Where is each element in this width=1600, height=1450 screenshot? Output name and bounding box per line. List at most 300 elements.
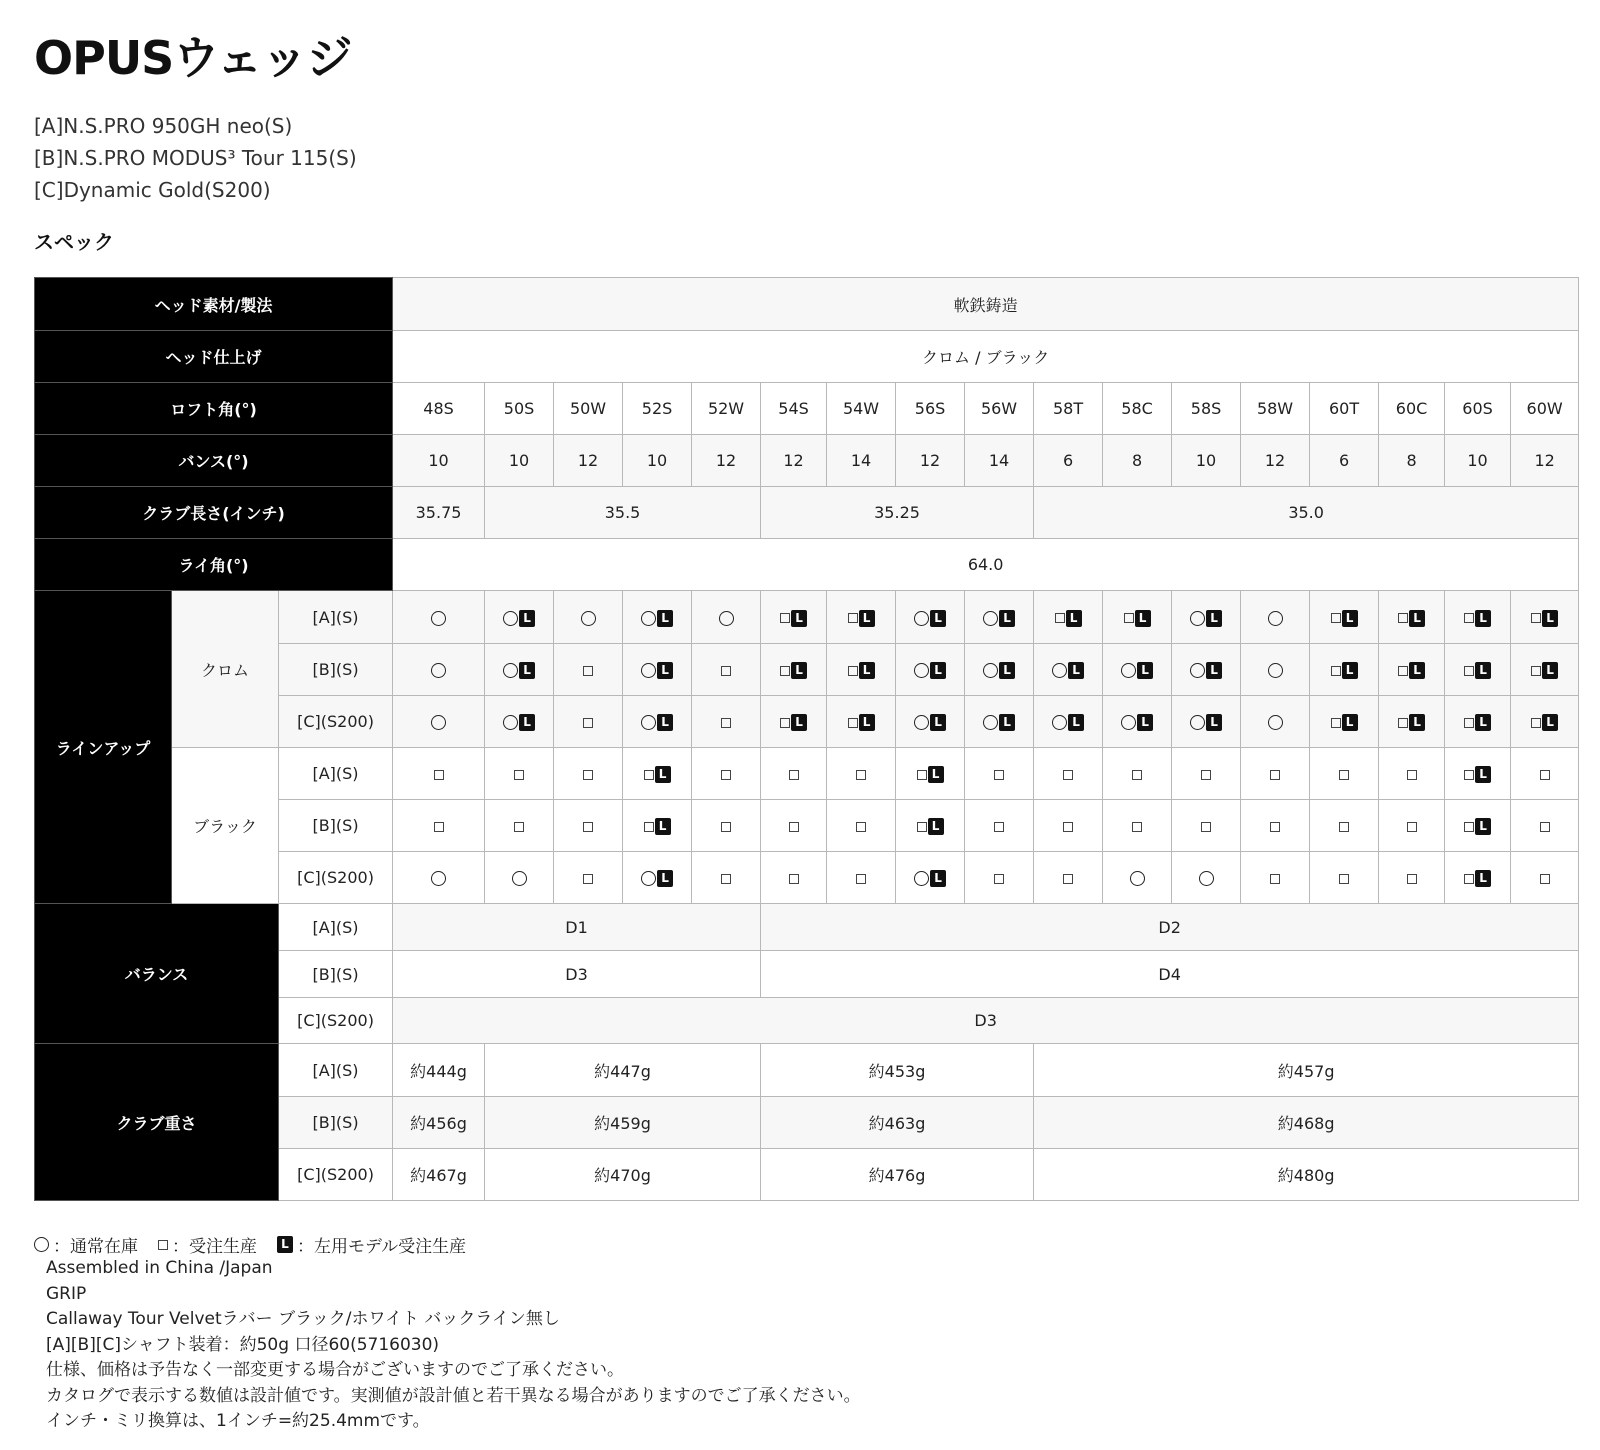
square-icon: [583, 718, 593, 728]
loft-cell: 60T: [1310, 383, 1379, 435]
square-icon: [1339, 822, 1349, 832]
left-hand-icon: L: [859, 714, 875, 731]
left-hand-icon: L: [1542, 714, 1558, 731]
availability-mark: [1190, 610, 1222, 627]
availability-mark: [641, 714, 673, 731]
square-icon: [789, 874, 799, 884]
availability-mark: [994, 874, 1004, 884]
square-icon: [994, 770, 1004, 780]
left-hand-icon: L: [1342, 714, 1358, 731]
lineup-cell: [1172, 800, 1241, 852]
left-hand-icon: L: [1135, 610, 1151, 627]
availability-mark: [512, 871, 527, 886]
circle-icon: [34, 1237, 49, 1252]
left-hand-icon: L: [1068, 662, 1084, 679]
note-catalog: カタログで表示する数値は設計値です。実測値が設計値と若干異なる場合がありますのでご了承ください。: [46, 1385, 861, 1406]
availability-mark: [1331, 714, 1358, 731]
lineup-cell: [554, 696, 623, 748]
loft-cell: 58T: [1034, 383, 1103, 435]
lineup-cell: [761, 644, 827, 696]
lineup-cell: [1034, 591, 1103, 644]
square-icon: [1398, 666, 1408, 676]
availability-mark: [983, 662, 1015, 679]
square-icon: [1540, 770, 1550, 780]
left-hand-icon: L: [1542, 610, 1558, 627]
circle-icon: [983, 663, 998, 678]
availability-mark: [1531, 662, 1558, 679]
square-icon: [856, 874, 866, 884]
lineup-cell: [1445, 696, 1511, 748]
square-icon: [583, 770, 593, 780]
bounce-cell: 10: [1172, 435, 1241, 487]
square-icon: [1331, 666, 1341, 676]
lineup-cell: [1241, 591, 1310, 644]
loft-cell: 50S: [485, 383, 554, 435]
availability-mark: [719, 611, 734, 626]
square-icon: [1063, 770, 1073, 780]
lineup-cell: [761, 748, 827, 800]
square-icon: [917, 822, 927, 832]
left-hand-icon: L: [1542, 662, 1558, 679]
loft-label: ロフト角(°): [35, 383, 393, 435]
lineup-cell: [1310, 644, 1379, 696]
availability-mark: [789, 874, 799, 884]
square-icon: [994, 822, 1004, 832]
lineup-cell: [761, 800, 827, 852]
lineup-cell: [692, 852, 761, 904]
availability-mark: [1339, 822, 1349, 832]
black-label: ブラック: [172, 748, 279, 904]
availability-mark: [994, 822, 1004, 832]
row-head-finish: [35, 331, 1579, 383]
lineup-cell: [1310, 852, 1379, 904]
shaft-label: [C](S200): [279, 998, 393, 1044]
availability-mark: [917, 818, 944, 835]
lineup-cell: [896, 748, 965, 800]
availability-mark: [1407, 822, 1417, 832]
lineup-cell: [1103, 852, 1172, 904]
left-hand-icon: L: [1137, 662, 1153, 679]
availability-mark: [1268, 715, 1283, 730]
availability-mark: [1063, 822, 1073, 832]
left-hand-icon: L: [657, 662, 673, 679]
lineup-cell: [1103, 696, 1172, 748]
lineup-cell: [1310, 696, 1379, 748]
square-icon: [1063, 874, 1073, 884]
loft-cell: 60C: [1379, 383, 1445, 435]
square-icon: [1540, 874, 1550, 884]
availability-mark: [994, 770, 1004, 780]
availability-mark: [917, 766, 944, 783]
availability-mark: [503, 714, 535, 731]
square-icon: [583, 666, 593, 676]
lineup-cell: [1034, 644, 1103, 696]
square-icon: [583, 874, 593, 884]
bounce-cell: 10: [485, 435, 554, 487]
availability-mark: [431, 715, 446, 730]
shaft-label: [A](S): [279, 1044, 393, 1097]
page-title: OPUSウェッジ: [34, 31, 352, 85]
shaft-label: [C](S200): [279, 852, 393, 904]
square-icon: [780, 613, 790, 623]
availability-mark: [789, 770, 799, 780]
square-icon: [1398, 613, 1408, 623]
balance-a-1: D1: [393, 904, 761, 951]
bounce-cell: 12: [761, 435, 827, 487]
availability-mark: [644, 766, 671, 783]
lineup-cell: [1379, 800, 1445, 852]
lineup-cell: [1310, 748, 1379, 800]
loft-cell: 54S: [761, 383, 827, 435]
availability-mark: [848, 662, 875, 679]
square-icon: [848, 613, 858, 623]
lineup-cell: [1241, 696, 1310, 748]
lineup-cell: [485, 800, 554, 852]
left-hand-icon: L: [1475, 610, 1491, 627]
left-hand-icon: L: [791, 610, 807, 627]
lineup-cell: [393, 748, 485, 800]
lie-label: ライ角(°): [35, 539, 393, 591]
loft-cell: 60S: [1445, 383, 1511, 435]
loft-cell: 58W: [1241, 383, 1310, 435]
square-icon: [434, 822, 444, 832]
lineup-cell: [827, 644, 896, 696]
left-hand-icon: L: [999, 610, 1015, 627]
weight-a-48: 約444g: [393, 1044, 485, 1097]
square-icon: [917, 770, 927, 780]
lineup-cell: [896, 696, 965, 748]
square-icon: [856, 770, 866, 780]
square-icon: [721, 718, 731, 728]
circle-icon: [719, 611, 734, 626]
availability-mark: [1331, 610, 1358, 627]
lineup-cell: [554, 591, 623, 644]
circle-icon: [503, 715, 518, 730]
bounce-cell: 12: [1241, 435, 1310, 487]
square-icon: [1407, 874, 1417, 884]
bounce-cell: 6: [1310, 435, 1379, 487]
lineup-cell: [1511, 644, 1579, 696]
availability-mark: [789, 822, 799, 832]
availability-mark: [583, 718, 593, 728]
availability-mark: [1531, 714, 1558, 731]
lineup-cell: [1445, 644, 1511, 696]
availability-mark: [1268, 663, 1283, 678]
circle-icon: [431, 663, 446, 678]
availability-mark: [431, 611, 446, 626]
square-icon: [1407, 770, 1417, 780]
availability-mark: [1339, 874, 1349, 884]
bounce-cell: 12: [896, 435, 965, 487]
left-hand-icon: L: [277, 1236, 293, 1253]
left-hand-icon: L: [930, 610, 946, 627]
square-icon: [644, 822, 654, 832]
balance-b-2: D4: [761, 951, 1579, 998]
legend-order-label: ：受注生産: [172, 1237, 257, 1257]
square-icon: [856, 822, 866, 832]
availability-mark: [1464, 714, 1491, 731]
square-icon: [1464, 770, 1474, 780]
left-hand-icon: L: [930, 714, 946, 731]
circle-icon: [1121, 663, 1136, 678]
lineup-cell: [1445, 591, 1511, 644]
lineup-cell: [1511, 696, 1579, 748]
availability-mark: [434, 770, 444, 780]
lineup-cell: [485, 748, 554, 800]
availability-mark: [1132, 822, 1142, 832]
availability-mark: [856, 770, 866, 780]
availability-mark: [1055, 610, 1082, 627]
lineup-cell: [1445, 748, 1511, 800]
availability-mark: [1398, 610, 1425, 627]
legend-stock-label: ：通常在庫: [53, 1237, 138, 1257]
availability-mark: [1121, 714, 1153, 731]
loft-cell: 54W: [827, 383, 896, 435]
square-icon: [1270, 874, 1280, 884]
lineup-cell: [965, 852, 1034, 904]
lineup-cell: [1379, 748, 1445, 800]
left-hand-icon: L: [657, 870, 673, 887]
circle-icon: [503, 611, 518, 626]
lineup-cell: [761, 696, 827, 748]
availability-mark: [1124, 610, 1151, 627]
square-icon: [158, 1240, 168, 1250]
square-icon: [1201, 822, 1211, 832]
square-icon: [1531, 718, 1541, 728]
left-hand-icon: L: [1475, 714, 1491, 731]
availability-mark: [581, 611, 596, 626]
lineup-cell: [761, 591, 827, 644]
circle-icon: [431, 871, 446, 886]
spec-table: [34, 277, 1579, 1201]
availability-mark: [1398, 714, 1425, 731]
left-hand-icon: L: [657, 610, 673, 627]
row-weight-a: [35, 1044, 1579, 1097]
circle-icon: [641, 871, 656, 886]
lineup-cell: [485, 644, 554, 696]
loft-cell: 48S: [393, 383, 485, 435]
shaft-label: [B](S): [279, 644, 393, 696]
availability-mark: [1540, 874, 1550, 884]
bounce-cell: 14: [827, 435, 896, 487]
loft-cell: 56S: [896, 383, 965, 435]
shaft-label: [B](S): [279, 951, 393, 998]
circle-icon: [1199, 871, 1214, 886]
lineup-cell: [827, 800, 896, 852]
left-hand-icon: L: [519, 610, 535, 627]
lineup-cell: [1445, 852, 1511, 904]
lineup-cell: [896, 852, 965, 904]
head-finish-label: ヘッド仕上げ: [35, 331, 393, 383]
weight-a-54-56: 約453g: [761, 1044, 1034, 1097]
shaft-label: [B](S): [279, 800, 393, 852]
lineup-cell: [965, 748, 1034, 800]
lineup-cell: [1241, 800, 1310, 852]
availability-mark: [856, 874, 866, 884]
note-conversion: インチ・ミリ換算は、1インチ=約25.4mmです。: [46, 1411, 430, 1431]
left-hand-icon: L: [1206, 662, 1222, 679]
availability-mark: [1052, 714, 1084, 731]
availability-mark: [1339, 770, 1349, 780]
left-hand-icon: L: [791, 714, 807, 731]
circle-icon: [1190, 611, 1205, 626]
circle-icon: [1190, 715, 1205, 730]
lineup-cell: [623, 800, 692, 852]
square-icon: [1464, 718, 1474, 728]
left-hand-icon: L: [928, 766, 944, 783]
availability-mark: [431, 871, 446, 886]
circle-icon: [1052, 715, 1067, 730]
availability-mark: [641, 662, 673, 679]
square-icon: [721, 822, 731, 832]
lineup-cell: [692, 644, 761, 696]
availability-mark: [1132, 770, 1142, 780]
weight-label: クラブ重さ: [35, 1044, 279, 1201]
shaft-b: [B]N.S.PRO MODUS³ Tour 115(S): [34, 146, 357, 170]
lineup-cell: [623, 696, 692, 748]
bounce-cell: 10: [623, 435, 692, 487]
lineup-cell: [1034, 852, 1103, 904]
row-head-material: [35, 278, 1579, 331]
legend-left: [277, 1232, 466, 1257]
circle-icon: [431, 715, 446, 730]
lineup-cell: [1511, 800, 1579, 852]
availability-mark: [1199, 871, 1214, 886]
left-hand-icon: L: [999, 714, 1015, 731]
availability-mark: [1268, 611, 1283, 626]
loft-cell: 50W: [554, 383, 623, 435]
shaft-a: [A]N.S.PRO 950GH neo(S): [34, 114, 293, 138]
left-hand-icon: L: [657, 714, 673, 731]
availability-mark: [1540, 822, 1550, 832]
bounce-cell: 14: [965, 435, 1034, 487]
square-icon: [1398, 718, 1408, 728]
square-icon: [1531, 666, 1541, 676]
left-hand-icon: L: [930, 662, 946, 679]
left-hand-icon: L: [655, 766, 671, 783]
weight-b-48: 約456g: [393, 1097, 485, 1149]
lineup-label: ラインアップ: [35, 591, 172, 904]
availability-mark: [583, 666, 593, 676]
square-icon: [1331, 613, 1341, 623]
lineup-cell: [827, 852, 896, 904]
availability-mark: [1130, 871, 1145, 886]
lineup-cell: [1034, 748, 1103, 800]
lineup-cell: [692, 591, 761, 644]
circle-icon: [641, 663, 656, 678]
availability-mark: [848, 714, 875, 731]
left-hand-icon: L: [1066, 610, 1082, 627]
lineup-cell: [896, 591, 965, 644]
lineup-cell: [1172, 696, 1241, 748]
square-icon: [789, 822, 799, 832]
availability-mark: [721, 666, 731, 676]
square-icon: [1063, 822, 1073, 832]
left-hand-icon: L: [519, 662, 535, 679]
square-icon: [994, 874, 1004, 884]
head-finish-value: クロム / ブラック: [393, 331, 1579, 383]
bounce-label: バンス(°): [35, 435, 393, 487]
row-length: [35, 487, 1579, 539]
loft-cell: 60W: [1511, 383, 1579, 435]
head-material-label: ヘッド素材/製法: [35, 278, 393, 331]
availability-mark: [914, 662, 946, 679]
square-icon: [1540, 822, 1550, 832]
circle-icon: [1052, 663, 1067, 678]
availability-mark: [1540, 770, 1550, 780]
availability-mark: [1270, 874, 1280, 884]
lineup-cell: [485, 591, 554, 644]
square-icon: [514, 822, 524, 832]
left-hand-icon: L: [1475, 766, 1491, 783]
notes: [46, 1256, 861, 1435]
circle-icon: [1268, 663, 1283, 678]
square-icon: [721, 666, 731, 676]
availability-mark: [983, 610, 1015, 627]
square-icon: [1464, 666, 1474, 676]
lineup-cell: [1241, 748, 1310, 800]
availability-mark: [431, 663, 446, 678]
availability-mark: [1121, 662, 1153, 679]
left-hand-icon: L: [928, 818, 944, 835]
lineup-cell: [896, 800, 965, 852]
lineup-cell: [1103, 800, 1172, 852]
lie-value: 64.0: [393, 539, 1579, 591]
lineup-cell: [827, 748, 896, 800]
bounce-cell: 12: [1511, 435, 1579, 487]
circle-icon: [1268, 715, 1283, 730]
note-shaft: [A][B][C]シャフト装着：約50g 口径60(5716030): [46, 1334, 440, 1355]
lineup-cell: [1511, 852, 1579, 904]
square-icon: [1339, 874, 1349, 884]
lineup-cell: [1034, 696, 1103, 748]
lineup-cell: [1379, 591, 1445, 644]
lineup-cell: [1172, 748, 1241, 800]
note-grip-heading: GRIP: [46, 1283, 87, 1304]
left-hand-icon: L: [1475, 818, 1491, 835]
square-icon: [1270, 822, 1280, 832]
head-material-value: 軟鉄鋳造: [393, 278, 1579, 331]
lineup-cell: [1103, 591, 1172, 644]
availability-mark: [780, 610, 807, 627]
lineup-cell: [1103, 644, 1172, 696]
availability-mark: [914, 714, 946, 731]
note-assembled: Assembled in China /Japan: [46, 1258, 273, 1278]
lineup-cell: [1445, 800, 1511, 852]
lineup-cell: [1379, 852, 1445, 904]
note-grip: Callaway Tour Velvetラバー ブラック/ホワイト バックライン無し: [46, 1309, 560, 1329]
square-icon: [780, 666, 790, 676]
bounce-cell: 10: [1445, 435, 1511, 487]
row-lineup-black-a: [35, 748, 1579, 800]
weight-b-58-60: 約468g: [1034, 1097, 1579, 1149]
lineup-cell: [896, 644, 965, 696]
square-icon: [780, 718, 790, 728]
weight-a-50-52: 約447g: [485, 1044, 761, 1097]
square-icon: [1464, 874, 1474, 884]
balance-b-1: D3: [393, 951, 761, 998]
lineup-cell: [623, 591, 692, 644]
left-hand-icon: L: [1206, 610, 1222, 627]
weight-c-48: 約467g: [393, 1149, 485, 1201]
lineup-cell: [393, 696, 485, 748]
legend-left-label: ：左用モデル受注生産: [297, 1237, 467, 1257]
availability-mark: [644, 818, 671, 835]
lineup-cell: [393, 591, 485, 644]
left-hand-icon: L: [1206, 714, 1222, 731]
availability-mark: [780, 714, 807, 731]
circle-icon: [641, 715, 656, 730]
